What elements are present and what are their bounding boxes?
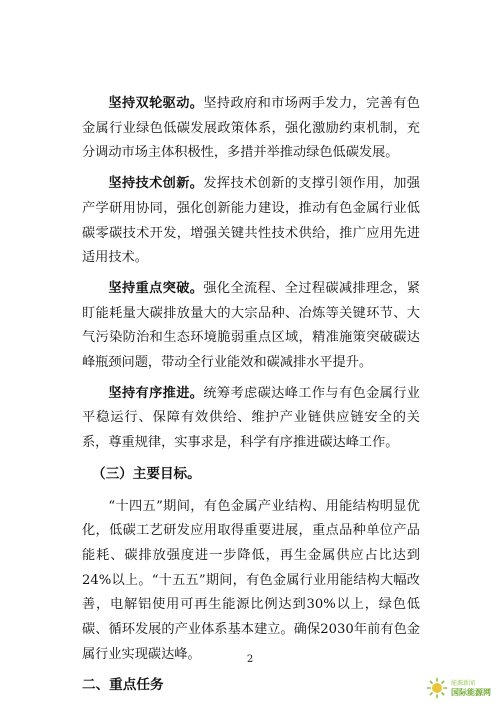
watermark-bottom-text: 国际能源网 xyxy=(451,688,491,697)
sun-leaf-logo-icon xyxy=(426,677,448,699)
page-content xyxy=(82,92,420,706)
paragraph-orderly-advance xyxy=(82,382,420,456)
paragraph-tech-innovation xyxy=(82,172,420,271)
paragraph-lead: 坚持有序推进。 xyxy=(108,385,204,401)
watermark-top-text: 能源新闻 xyxy=(451,680,476,687)
page-number: 2 xyxy=(246,654,254,665)
paragraph-lead: 坚持技术创新。 xyxy=(108,176,204,192)
paragraph-lead: 坚持重点突破。 xyxy=(108,280,204,296)
watermark xyxy=(426,675,492,701)
paragraph-main-goals: “十四五”期间，有色金属产业结构、用能结构明显优化，低碳工艺研发应用取得重要进展，重点品种单位产品能耗、碳排放强度进一步降低，再生金属供应占比达到24%以上。“十五五”期间，有色金属行业用能结构大幅改善，电解铝使用可再生能源比例达到30%以上，绿色低碳、循环发展的产业体系基本建立。确保2030年前有色金属行业实现碳达峰。 xyxy=(82,498,420,662)
paragraph-dual-drive xyxy=(82,92,420,166)
chapter-heading-key-tasks: 二、重点任务 xyxy=(82,677,164,694)
paragraph-body: 坚持政府和市场两手发力，完善有色金属行业绿色低碳发展政策体系，强化激励约束机制，充分调动市场主体积极性，多措并举推动绿色低碳发展。 xyxy=(82,96,420,161)
paragraph-lead: 坚持双轮驱动。 xyxy=(108,96,204,111)
section-heading-main-goals: （三）主要目标。 xyxy=(92,465,201,482)
paragraph-body: 发挥技术创新的支撑引领作用，加强产学研用协同，强化创新能力建设，推动有色金属行业低碳零碳技术开发，增强关键共性技术供给，推广应用先进适用技术。 xyxy=(82,176,420,266)
paragraph-body: 强化全流程、全过程碳减排理念，紧盯能耗量大碳排放量大的大宗品种、冶炼等关键环节、大气污染防治和生态环境脆弱重点区域，精准施策突破碳达峰瓶颈问题，带动全行业能效和碳减排水平提升。 xyxy=(82,280,420,371)
paragraph-key-breakthrough xyxy=(82,277,420,376)
watermark-text xyxy=(451,679,491,697)
paragraph-body: 统筹考虑碳达峰工作与有色金属行业平稳运行、保障有效供给、维护产业链供应链安全的关系，尊重规律，实事求是，科学有序推进碳达峰工作。 xyxy=(82,385,420,451)
